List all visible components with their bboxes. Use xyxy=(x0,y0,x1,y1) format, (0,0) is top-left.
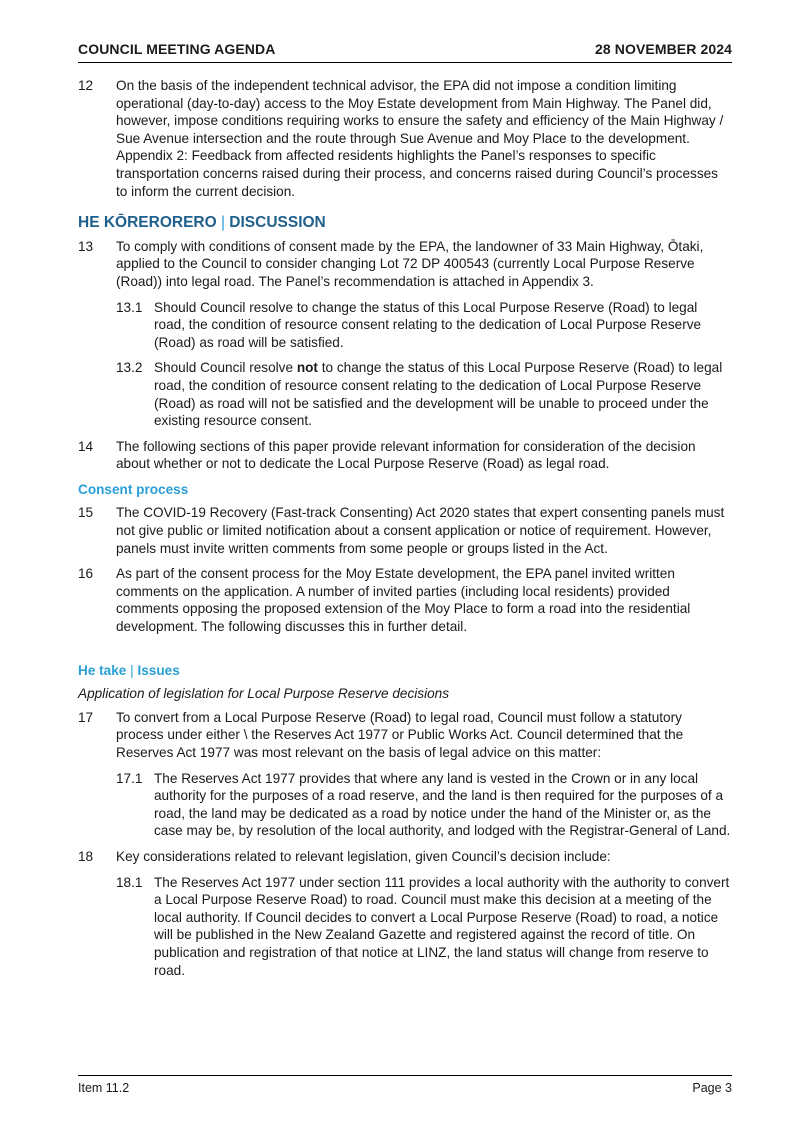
paragraph-13-2 xyxy=(78,359,732,429)
paragraph-13 xyxy=(78,238,732,291)
issues-heading xyxy=(78,662,732,680)
paragraph-number: 15 xyxy=(78,505,94,521)
paragraph-12 xyxy=(78,77,732,200)
heading-english: DISCUSSION xyxy=(229,214,326,232)
paragraph-number: 14 xyxy=(78,438,94,454)
page-content xyxy=(78,77,732,987)
paragraph-number: 12 xyxy=(78,78,94,93)
paragraph-text: The COVID-19 Recovery (Fast-track Consenting) Act 2020 states that expert consenting panels must not give public or limited notification about a consent application or notice of requirement. However, panels must invite written comments from some people or groups listed in the Act. xyxy=(116,505,725,556)
paragraph-text: To convert from a Local Purpose Reserve (Road) to legal road, Council must follow a statutory process under either \ the Reserves Act 1977 or Public Works Act. Council determined that the Reserves Act 1977 was most relevant on the basis of legal advice on this matter: xyxy=(116,709,684,760)
text-segment: Should Council resolve xyxy=(154,360,297,376)
paragraph-number: 16 xyxy=(78,566,94,582)
paragraph-text: Key considerations related to relevant legislation, given Council’s decision include: xyxy=(116,848,611,864)
bold-emphasis: not xyxy=(296,360,318,376)
text-segment: to change the status of this Local Purpose Reserve (Road) to legal road, the condition of resource consent relating to the dedication of Local Purpose Reserve (Road) as road will not be satisfied and the development will be unable to proceed under the existing resource consent. xyxy=(154,360,723,429)
paragraph-text: As part of the consent process for the Moy Estate development, the EPA panel invited written comments on the application. A number of invited parties (including local residents) provided comments opposing the proposed extension of the Moy Place to form a road into the residential development. The following discusses this in further detail. xyxy=(116,566,691,635)
consent-process-heading: Consent process xyxy=(78,481,189,497)
footer-item: Item 11.2 xyxy=(78,1081,130,1095)
paragraph-text: The following sections of this paper provide relevant information for consideration of the decision about whether or not to dedicate the Local Purpose Reserve (Road) as legal road. xyxy=(116,438,696,472)
header-date: 28 NOVEMBER 2024 xyxy=(595,41,732,57)
paragraph-text: On the basis of the independent technical advisor, the EPA did not impose a condition limiting operational (day-to-day) access to the Moy Estate development from Main Highway. The Panel did, however, impose conditions requiring works to ensure the safety and efficiency of the Main Highway / Sue Avenue intersection and the route through Sue Avenue and Moy Place to the development. Appendix 2: Feedback from affected residents highlights the Panel’s responses to specific transportation concerns raised during their process, and concerns raised during Council’s processes to inform the current decision. xyxy=(116,78,724,199)
heading-maori: He take xyxy=(78,662,127,678)
heading-separator: | xyxy=(126,662,138,678)
issues-subheading: Application of legislation for Local Purpose Reserve decisions xyxy=(78,686,450,702)
paragraph-14 xyxy=(78,438,732,473)
paragraph-17 xyxy=(78,709,732,762)
paragraph-number: 18.1 xyxy=(116,874,143,890)
paragraph-text: The Reserves Act 1977 provides that where any land is vested in the Crown or in any local authority for the purposes of a road reserve, and the land is then required for the purposes of a road, the land may be dedicated as a road by notice under the hand of the Minister or, as the case may be, by resolution of the local authority, and lodged with the Registrar-General of Land. xyxy=(154,770,731,839)
paragraph-number: 13.2 xyxy=(116,360,143,376)
heading-separator: | xyxy=(216,214,230,232)
paragraph-13-1 xyxy=(78,299,732,352)
discussion-heading xyxy=(78,214,732,232)
header-title: COUNCIL MEETING AGENDA xyxy=(78,41,276,57)
paragraph-text: The Reserves Act 1977 under section 111 provides a local authority with the authority to convert a Local Purpose Reserve Road) to road. Council must make this decision at a meeting of the local authority. If Council decides to convert a Local Purpose Reserve (Road) to road, a notice will be published in the New Zealand Gazette and registered against the record of title. On publication and registration of that notice at LINZ, the land status will change from reserve to road. xyxy=(154,874,730,978)
heading-maori: HE KŌRERORERO xyxy=(78,214,217,232)
paragraph-18 xyxy=(78,848,732,866)
paragraph-number: 17 xyxy=(78,709,94,725)
paragraph-text: Should Council resolve to change the status of this Local Purpose Reserve (Road) to legal road, the condition of resource consent relating to the dedication of Local Purpose Reserve (Road) as road will be satisfied. xyxy=(154,299,702,350)
paragraph-number: 13.1 xyxy=(116,299,143,315)
footer-page-number: Page 3 xyxy=(692,1081,732,1095)
heading-english: Issues xyxy=(137,662,180,678)
page-header xyxy=(78,40,732,63)
paragraph-text: To comply with conditions of consent made by the EPA, the landowner of 33 Main Highway, Ōtaki, applied to the Council to consider changing Lot 72 DP 400543 (currently Local Purpose Reserve (Road)) into legal road. The Panel’s recommendation is attached in Appendix 3. xyxy=(116,238,704,289)
paragraph-text xyxy=(154,360,722,428)
paragraph-number: 13 xyxy=(78,238,94,254)
paragraph-number: 18 xyxy=(78,848,94,864)
paragraph-15 xyxy=(78,504,732,557)
paragraph-16 xyxy=(78,565,732,635)
paragraph-17-1 xyxy=(78,770,732,840)
paragraph-18-1 xyxy=(78,874,732,980)
paragraph-number: 17.1 xyxy=(116,770,143,786)
page-footer xyxy=(78,1075,732,1100)
